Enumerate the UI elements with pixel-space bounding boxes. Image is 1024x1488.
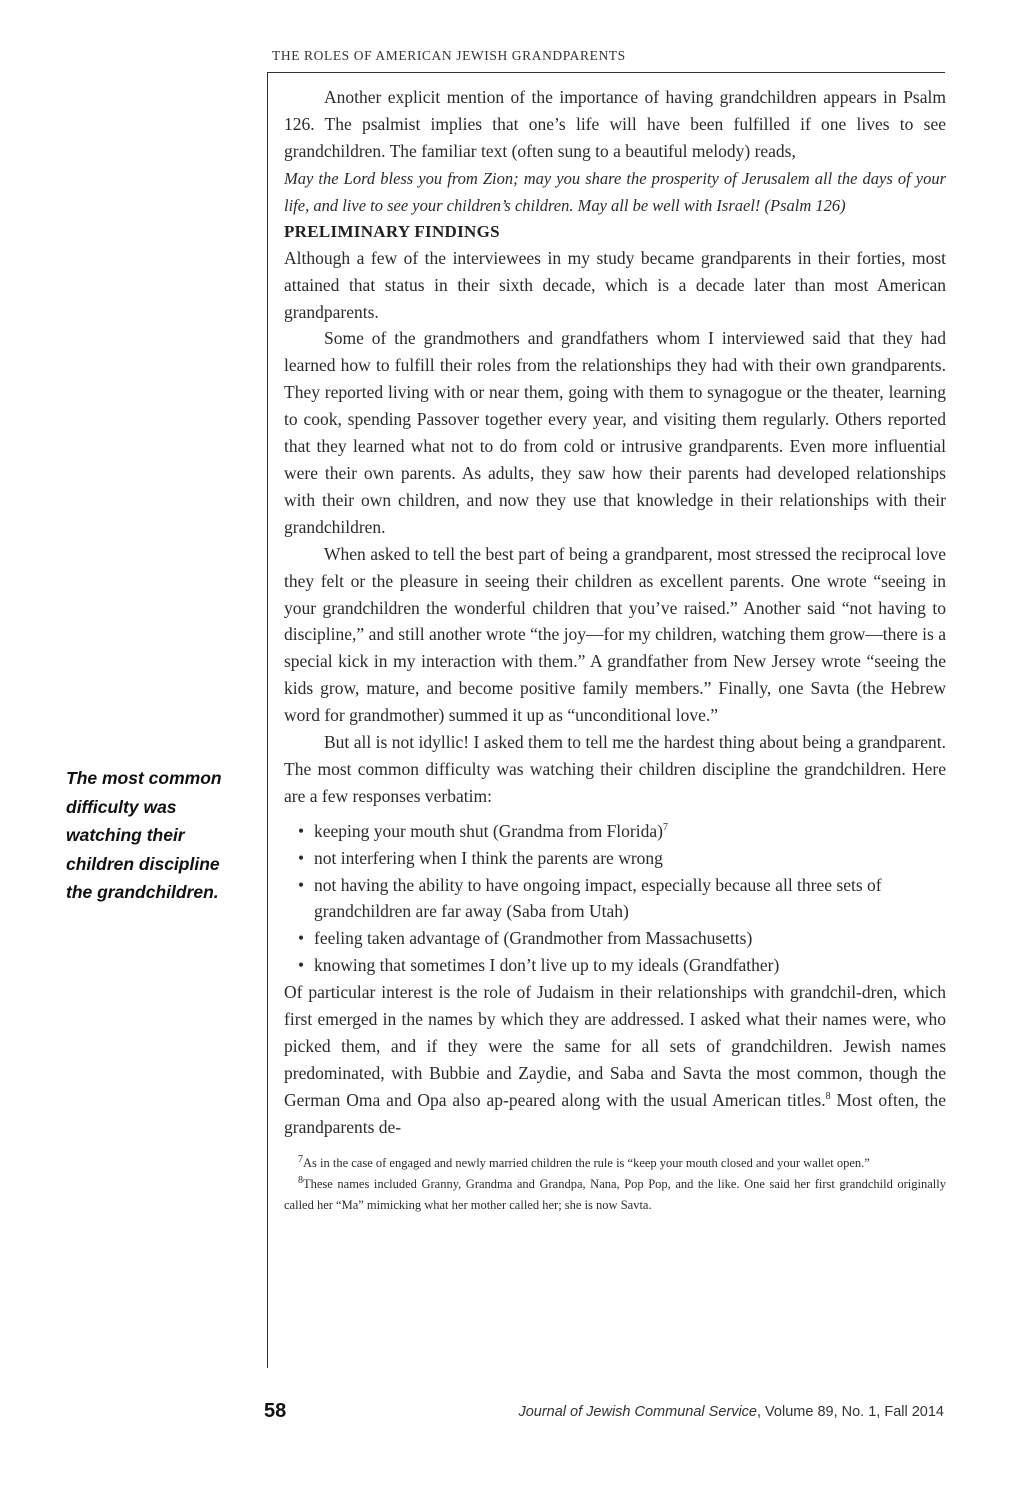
paragraph — [284, 979, 946, 1140]
list-item — [298, 952, 946, 979]
response-list — [298, 818, 946, 979]
list-item-text: knowing that sometimes I don’t live up to my ideals (Grandfather) — [314, 955, 780, 976]
list-item — [298, 845, 946, 872]
block-quote: May the Lord bless you from Zion; may you share the prosperity of Jerusalem all the days of your life, and live to see your children’s children. May all be well with Israel! (Psalm 126) — [284, 168, 946, 215]
footnote-ref: 8 — [825, 1090, 831, 1102]
footnote-text: As in the case of engaged and newly married children the rule is “keep your mouth closed and your wallet open.” — [303, 1155, 870, 1170]
paragraph-text: Most often, the grandparents de- — [284, 1089, 946, 1137]
list-item — [298, 925, 946, 952]
list-item-text: not interfering when I think the parents are wrong — [314, 847, 663, 868]
footnote — [284, 1153, 946, 1174]
paragraph: Some of the grandmothers and grandfathers whom I interviewed said that they had learned how to fulfill their roles from the relationships they had with their own grandparents. They reported living with or near them, going with them to synagogue or the theater, learning to cook, spending Passover together every year, and visiting them regularly. Others reported that they learned what not to do from cold or intrusive grandparents. Even more influential were their own parents. As adults, they saw how their parents had developed relationships with their own children, and now they use that knowledge in their relationships with their grandchildren. — [284, 328, 946, 537]
paragraph: Although a few of the interviewees in my study became grandparents in their forties, most attained that status in their sixth decade, which is a decade later than most American grandparents. — [284, 247, 946, 322]
bullet-marker: • — [298, 955, 305, 976]
bullet-marker: • — [298, 874, 305, 895]
footnote-text: These names included Granny, Grandma and Grandpa, Nana, Pop Pop, and the like. One said her first grandchild originally called her “Ma” mimicking what her mother called her; she is now Savta. — [284, 1176, 946, 1212]
journal-issue: , Volume 89, No. 1, Fall 2014 — [757, 1404, 944, 1420]
bullet-marker: • — [298, 820, 305, 841]
list-item-text: not having the ability to have ongoing impact, especially because all three sets of grandchildren are far away (Saba from Utah) — [314, 874, 882, 922]
footnote — [284, 1174, 946, 1216]
section-heading: PRELIMINARY FINDINGS — [284, 221, 500, 241]
paragraph-text: Of particular interest is the role of Judaism in their relationships with grandchil-dren, which first emerged in the names by which they are addressed. I asked what their names were, who picked them, and if they were the same for all sets of grandchildren. Jewish names predominated, with Bubbie and Zaydie, and Saba and Savta the most common, though the German Oma and Opa also ap-peared along with the usual American titles. — [284, 982, 946, 1110]
list-item-text: keeping your mouth shut (Grandma from Florida) — [314, 820, 663, 841]
left-column-rule — [267, 72, 268, 1368]
footnote-number: 8 — [298, 1174, 303, 1186]
page-number: 58 — [264, 1400, 287, 1422]
journal-citation — [518, 1404, 944, 1420]
pull-quote: The most common difficulty was watching their children discipline the grandchildren. — [66, 768, 222, 902]
journal-title: Journal of Jewish Communal Service — [518, 1404, 757, 1420]
footnote-ref: 7 — [662, 821, 668, 833]
paragraph: Another explicit mention of the importance of having grandchildren appears in Psalm 126. The psalmist implies that one’s life will have been fulfilled if one lives to see grandchildren. The familiar text (often sung to a beautiful melody) reads, — [284, 87, 946, 161]
top-rule — [267, 72, 945, 73]
paragraph: When asked to tell the best part of being a grandparent, most stressed the reciprocal love they felt or the pleasure in seeing their children as excellent parents. One wrote “seeing in your grandchildren the wonderful children that you’ve raised.” Another said “not having to discipline,” and still another wrote “the joy—for my children, watching them grow—there is a special kick in my interaction with them.” A grandfather from New Jersey wrote “seeing the kids grow, mature, and become positive family members.” Finally, one Savta (the Hebrew word for grandmother) summed it up as “unconditional love.” — [284, 543, 946, 726]
paragraph: But all is not idyllic! I asked them to tell me the hardest thing about being a grandparent. The most common difficulty was watching their children discipline the grandchildren. Here are a few responses verbatim: — [284, 732, 946, 806]
footnote-number: 7 — [298, 1153, 303, 1165]
running-head: THE ROLES OF AMERICAN JEWISH GRANDPARENTS — [272, 48, 626, 63]
list-item — [298, 872, 946, 926]
main-column — [284, 84, 946, 1216]
footnotes — [284, 1153, 946, 1216]
bullet-marker: • — [298, 847, 305, 868]
list-item-text: feeling taken advantage of (Grandmother from Massachusetts) — [314, 928, 753, 949]
list-item — [298, 818, 946, 845]
bullet-marker: • — [298, 928, 305, 949]
